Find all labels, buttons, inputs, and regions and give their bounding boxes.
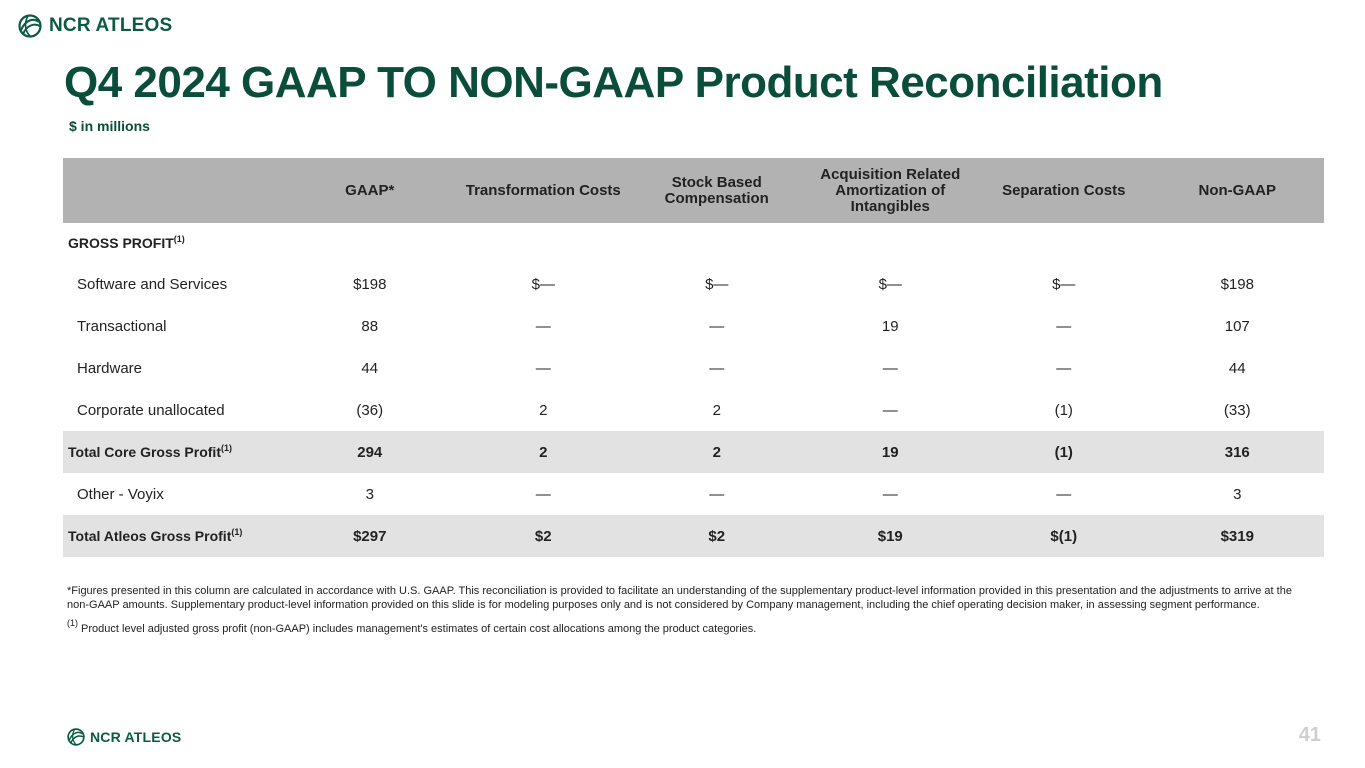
row-label: Software and Services (77, 275, 228, 293)
cell-separation: $— (1052, 275, 1076, 293)
cell-transformation: 2 (457, 431, 631, 473)
cell-non-gaap: $198 (1220, 275, 1254, 293)
footnote-marker: (1) (67, 618, 78, 628)
cell-non-gaap: 44 (1228, 359, 1246, 377)
cell-non-gaap: $319 (1151, 515, 1325, 557)
page-title: Q4 2024 GAAP TO NON-GAAP Product Reconciliation (64, 58, 1163, 107)
section-row-gross-profit (63, 223, 1324, 263)
cell-amortization: — (882, 485, 898, 503)
brand-name: NCR ATLEOS (49, 15, 173, 36)
brand-name: NCR ATLEOS (90, 729, 182, 745)
table-row-corporate-unallocated (63, 389, 1324, 431)
row-label: Other - Voyix (77, 485, 164, 503)
cell-transformation: 2 (539, 401, 548, 419)
header-transformation-costs: Transformation Costs (457, 158, 631, 223)
footer-logo (67, 728, 181, 746)
reconciliation-table (63, 158, 1324, 557)
cell-gaap: 88 (361, 317, 379, 335)
cell-transformation: $— (531, 275, 555, 293)
globe-icon (18, 14, 42, 38)
header-separation-costs: Separation Costs (977, 158, 1151, 223)
header-blank (63, 158, 283, 223)
cell-stock-comp: 2 (630, 431, 804, 473)
cell-stock-comp: $2 (630, 515, 804, 557)
cell-amortization: — (882, 359, 898, 377)
table-row-hardware (63, 347, 1324, 389)
footnote-marker: (1) (220, 443, 232, 453)
cell-amortization: $19 (804, 515, 978, 557)
table-row-total-atleos-gross-profit (63, 515, 1324, 557)
row-label: Total Core Gross Profit$^{(1)}$ (63, 431, 283, 473)
table-row-software-and-services (63, 263, 1324, 305)
cell-gaap: $297 (283, 515, 457, 557)
row-label: Total Atleos Gross Profit$^{(1)}$ (63, 515, 283, 557)
footnote-marker: (1) (173, 234, 185, 244)
cell-transformation: $2 (457, 515, 631, 557)
cell-amortization: $— (878, 275, 902, 293)
cell-gaap: 44 (361, 359, 379, 377)
cell-stock-comp: 2 (712, 401, 721, 419)
cell-stock-comp: $— (705, 275, 729, 293)
cell-gaap: (36) (356, 401, 384, 419)
cell-non-gaap: 316 (1151, 431, 1325, 473)
header-non-gaap: Non-GAAP (1151, 158, 1325, 223)
cell-gaap: $198 (353, 275, 387, 293)
cell-amortization: — (882, 401, 898, 419)
cell-stock-comp: — (709, 317, 725, 335)
footnote-marker: (1) (231, 527, 243, 537)
cell-separation: (1) (977, 431, 1151, 473)
cell-gaap: 3 (365, 485, 374, 503)
cell-non-gaap: (33) (1223, 401, 1251, 419)
table-row-transactional (63, 305, 1324, 347)
cell-separation: — (1056, 317, 1072, 335)
row-label: Transactional (77, 317, 167, 335)
cell-amortization: 19 (804, 431, 978, 473)
footnotes (67, 584, 1307, 646)
header-stock-based-compensation: Stock Based Compensation (630, 158, 804, 223)
row-label: Corporate unallocated (77, 401, 225, 419)
brand-logo (18, 14, 172, 38)
cell-transformation: — (535, 359, 551, 377)
cell-transformation: — (535, 485, 551, 503)
table-row-other-voyix (63, 473, 1324, 515)
footnote-1: $^{(1)}$ Product level adjusted gross profit (non-GAAP) includes management's estimates of certain cost allocations among the product categories. (67, 618, 757, 635)
section-label: GROSS PROFIT$^{(1)}$ (68, 234, 185, 251)
header-gaap: GAAP* (283, 158, 457, 223)
cell-stock-comp: — (709, 485, 725, 503)
cell-stock-comp: — (709, 359, 725, 377)
cell-transformation: — (535, 317, 551, 335)
cell-amortization: 19 (881, 317, 899, 335)
cell-non-gaap: 3 (1233, 485, 1242, 503)
table-header-row (63, 158, 1324, 223)
cell-gaap: 294 (283, 431, 457, 473)
page-number: 41 (1298, 724, 1321, 746)
units-subtitle: $ in millions (69, 118, 150, 134)
table-row-total-core-gross-profit (63, 431, 1324, 473)
header-acquisition-amortization: Acquisition Related Amortization of Intangibles (804, 158, 978, 223)
cell-separation: — (1056, 359, 1072, 377)
cell-separation: (1) (1054, 401, 1073, 419)
row-label: Hardware (77, 359, 143, 377)
globe-icon (67, 728, 85, 746)
footnote-gaap: *Figures presented in this column are calculated in accordance with U.S. GAAP. This reconciliation is provided to facilitate an understanding of the supplementary product-level information provided in this presentation and the adjustments to arrive at the non-GAAP amounts. Supplementary product-level information provided on this slide is for modeling purposes only and is not considered by Company management, including the chief operating decision maker, in assessing segment performance. (67, 585, 1292, 611)
cell-separation: — (1056, 485, 1072, 503)
cell-non-gaap: 107 (1224, 317, 1250, 335)
cell-separation: $(1) (977, 515, 1151, 557)
